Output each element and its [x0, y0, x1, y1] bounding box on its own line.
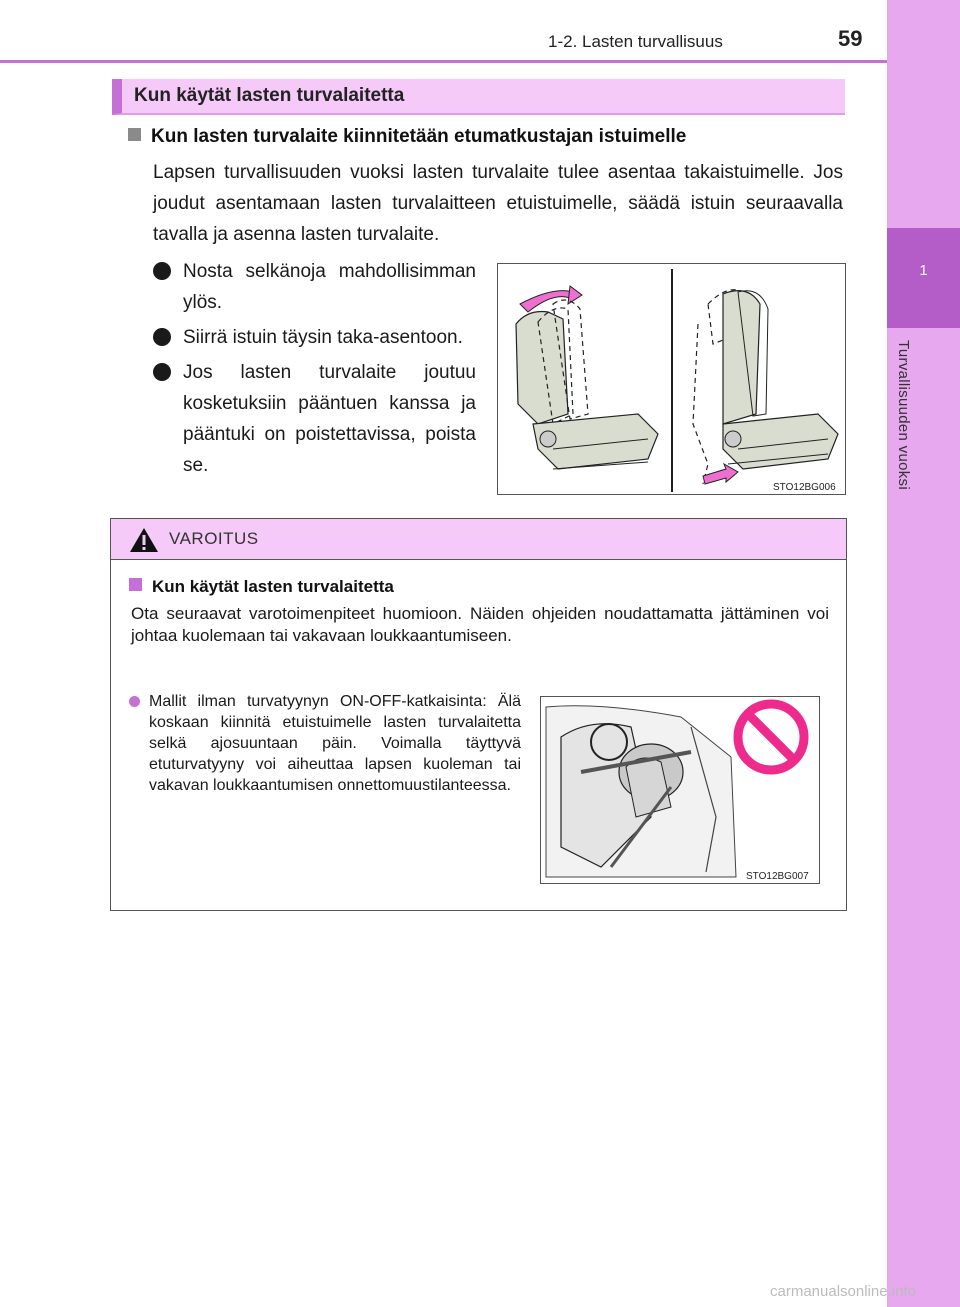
bullet-dot-icon [129, 696, 140, 707]
seat-adjustment-figure [497, 263, 846, 495]
bullet-dot-icon [153, 363, 171, 381]
list-item: Nosta selkänoja mahdollisimman ylös. [153, 256, 476, 318]
subheading [128, 126, 686, 148]
list-item: Jos lasten turvalaite joutuu kosketuksiin pääntuen kanssa ja pääntuki on poistettavissa, poista se. [153, 357, 476, 481]
figure-code: STO12BG006 [773, 482, 836, 493]
section-title-bar [112, 79, 845, 115]
figure-code: STO12BG007 [746, 871, 809, 882]
warning-header [111, 519, 846, 560]
warning-bullet: Mallit ilman turvatyynyn ON-OFF-katkaisinta: Älä koskaan kiinnitä etuistuimelle lasten turvalaitetta selkä ajosuuntaan päin. Voimalla täyttyvä etuturvatyyny voi aiheuttaa lapsen kuoleman tai vakavan loukkaantumisen onnettomuustilanteessa. [129, 691, 521, 796]
header-rule [0, 60, 887, 63]
section-title: Kun käytät lasten turvalaitetta [134, 85, 405, 106]
warning-triangle-icon [129, 527, 159, 553]
left-seat-icon [516, 286, 658, 469]
chapter-number-tab: 1 [887, 228, 960, 328]
subheading-text: Kun lasten turvalaite kiinnitetään etumatkustajan istuimelle [151, 126, 687, 147]
warning-subheading: Kun käytät lasten turvalaitetta [129, 577, 394, 597]
watermark: carmanualsonline.info [770, 1283, 916, 1300]
square-bullet-icon [128, 128, 141, 141]
seat-illustration [498, 264, 845, 494]
header-section: 1-2. Lasten turvallisuus [548, 32, 723, 51]
right-seat-icon [693, 290, 838, 484]
airbag-illustration [541, 697, 819, 883]
intro-paragraph: Lapsen turvallisuuden vuoksi lasten turvalaite tulee asentaa takaistuimelle. Jos joudut asentamaan lasten turvalaitteen etuistuimelle, säädä istuin seuraavalla tavalla ja asenna lasten turvalaite. [153, 162, 843, 245]
bullet-dot-icon [153, 262, 171, 280]
chapter-sidebar [887, 0, 960, 1307]
bullet-list [153, 256, 476, 485]
list-item: Siirrä istuin täysin taka-asentoon. [153, 322, 476, 353]
page-number: 59 [838, 26, 863, 51]
bullet-dot-icon [153, 328, 171, 346]
warning-label: VAROITUS [169, 529, 259, 548]
chapter-title: Turvallisuuden vuoksi [895, 340, 912, 490]
airbag-figure [540, 696, 820, 884]
square-bullet-icon [129, 578, 142, 591]
warning-text: Ota seuraavat varotoimenpiteet huomioon. Näiden ohjeiden noudattamatta jättäminen voi johtaa kuolemaan tai vakavaan loukkaantumiseen. [131, 604, 829, 645]
